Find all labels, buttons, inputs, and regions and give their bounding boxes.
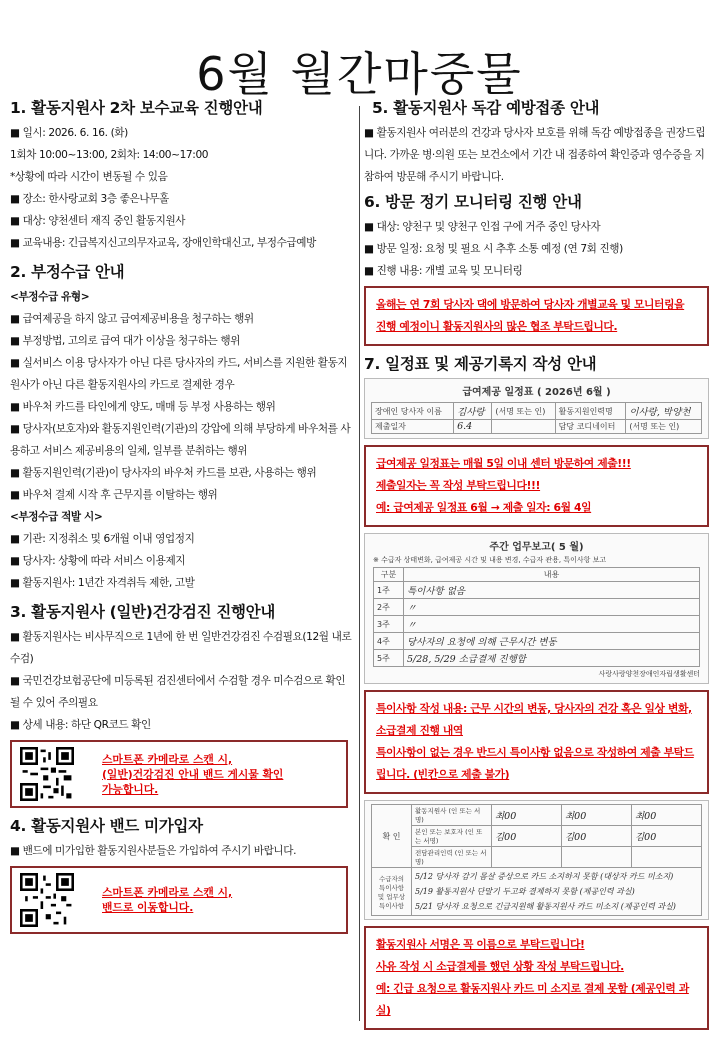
table-cell: 활동지원사 (인 또는 서명) (412, 805, 492, 826)
qr-text-line: 밴드로 이동합니다. (102, 901, 194, 914)
section-1 (10, 96, 355, 254)
table-row (372, 420, 702, 434)
qr-text-line: (일반)건강검진 안내 밴드 게시물 확인 (102, 767, 284, 781)
table-row (374, 599, 700, 616)
s6-line: ■ 방문 일정: 요청 및 필요 시 추후 소통 예정 (연 7회 진행) (364, 243, 623, 255)
notice-line: 특이사항이 없는 경우 반드시 특이사항 없음으로 작성하여 제출 부탁드립니다. (빈칸으로 제출 불가) (376, 746, 694, 781)
table-header: 내용 (404, 568, 700, 582)
qr-text-line: 스마트폰 카메라로 스캔 시, (102, 752, 233, 766)
table-cell (492, 847, 562, 868)
notice-line: 활동지원사 서명은 꼭 이름으로 부탁드립니다! (376, 938, 585, 951)
table-cell: 장애인 당사자 이름 (372, 403, 454, 420)
monitoring-notice (364, 286, 709, 346)
note-line: 5/19 활동지원사 단말기 두고와 결제하지 못함 (제공인력 과실) (415, 887, 635, 896)
section-5 (364, 96, 709, 188)
table-cell: 〃 (404, 599, 700, 616)
table-row (374, 633, 700, 650)
table-cell: 5주 (374, 650, 404, 667)
table-cell (412, 868, 702, 916)
weekly-report-table (373, 567, 700, 667)
section-4-heading: 4. 활동지원사 밴드 미가입자 (10, 817, 203, 835)
schedule-form-sample (364, 378, 709, 439)
table-row (372, 868, 702, 916)
s2-line: ■ 바우처 결제 시작 후 근무지를 이탈하는 행위 (10, 489, 218, 501)
s1-line: ■ 일시: 2026. 6. 16. (화) (10, 127, 128, 139)
section-3-heading: 3. 활동지원사 (일반)건강검진 진행안내 (10, 603, 276, 621)
schedule-form-table (371, 402, 702, 434)
table-cell: 전담관리인력 (인 또는 서명) (412, 847, 492, 868)
table-cell (561, 847, 631, 868)
notice-line: 급여제공 일정표는 매월 5일 이내 센터 방문하여 제출!!! (376, 457, 631, 470)
band-qr-box (10, 866, 348, 934)
table-cell: 6.4 (454, 420, 492, 434)
health-check-qr-box (10, 740, 348, 808)
table-row (372, 847, 702, 868)
table-row (372, 826, 702, 847)
section-6 (364, 190, 709, 346)
table-row (372, 805, 702, 826)
table-row (374, 582, 700, 599)
qr-code-icon[interactable] (20, 747, 74, 801)
s1-line: ■ 장소: 한사랑교회 3층 좋은나무홀 (10, 193, 169, 205)
s2-line: ■ 부정방법, 고의로 급여 대가 이상을 청구하는 행위 (10, 335, 241, 347)
s1-line: ■ 대상: 양천센터 재직 중인 활동지원사 (10, 215, 186, 227)
note-line: 5/21 당사자 요청으로 긴급지원해 활동지원사 카드 미소지 (제공인력 과실) (415, 902, 676, 911)
s1-line: 1회차 10:00~13:00, 2회차: 14:00~17:00 (10, 149, 209, 161)
section-4 (10, 814, 355, 934)
weekly-report-title: 주간 업무보고( 5 월) (489, 542, 584, 553)
qr-text-line: 스마트폰 카메라로 스캔 시, (102, 886, 233, 899)
table-cell: 김00 (631, 826, 701, 847)
s2-line: ■ 활동지원인력(기관)이 당사자의 바우처 카드를 보관, 사용하는 행위 (10, 467, 317, 479)
table-row (374, 616, 700, 633)
s3-line: ■ 활동지원사는 비사무직으로 1년에 한 번 일반건강검진 수검필요(12월 내로 수검) (10, 631, 352, 665)
table-cell: 이사랑, 박양천 (626, 403, 702, 420)
band-qr-text (102, 885, 232, 915)
table-cell: 3주 (374, 616, 404, 633)
weekly-report-footer: 사랑사랑양천장애인자립생활센터 (598, 670, 700, 678)
s2-line: ■ 당사자(보호자)와 활동지원인력(기관)의 강압에 의해 부당하게 바우처를 사용하고 서비스 제공비용의 일체, 일부를 분취하는 행위 (10, 423, 351, 457)
notice-line: 사유 작성 시 소급결제를 했던 상황 작성 부탁드립니다. (376, 960, 624, 973)
table-cell: 당사자의 요청에 의해 근무시간 변동 (404, 633, 700, 650)
section-1-heading: 1. 활동지원사 2차 보수교육 진행안내 (10, 99, 263, 117)
table-cell: 김사랑 (454, 403, 492, 420)
s2-line: ■ 바우처 카드를 타인에게 양도, 매매 등 부정 사용하는 행위 (10, 401, 276, 413)
section-3 (10, 600, 355, 808)
table-cell: 5/28, 5/29 소급결제 진행함 (404, 650, 700, 667)
signature-notice (364, 926, 709, 1030)
table-cell: (서명 또는 인) (626, 420, 702, 434)
table-header: 구분 (374, 568, 404, 582)
right-column (364, 96, 709, 1030)
table-cell (631, 847, 701, 868)
table-cell: 활동지원인력명 (555, 403, 626, 420)
s6-line: ■ 대상: 양천구 및 양천구 인접 구에 거주 중인 당사자 (364, 221, 601, 233)
confirmation-form-sample (364, 800, 709, 920)
table-cell: 확 인 (372, 805, 412, 868)
table-row (374, 568, 700, 582)
table-cell: (서명 또는 인) (492, 403, 555, 420)
section-2 (10, 260, 355, 594)
section-7 (364, 352, 709, 1030)
s2-line: ■ 활동지원사: 1년간 자격취득 제한, 고발 (10, 577, 195, 589)
table-cell: 〃 (404, 616, 700, 633)
s4-line: ■ 밴드에 미가입한 활동지원사분들은 가입하여 주시기 바랍니다. (10, 845, 297, 857)
table-cell: 최00 (631, 805, 701, 826)
table-cell: 특이사항 없음 (404, 582, 700, 599)
s2-subheading: <부정수급 적발 시> (10, 511, 103, 523)
table-cell: 김00 (561, 826, 631, 847)
section-7-heading: 7. 일정표 및 제공기록지 작성 안내 (364, 355, 597, 373)
table-cell (492, 420, 555, 434)
s2-subheading: <부정수급 유형> (10, 291, 90, 303)
table-cell: 1주 (374, 582, 404, 599)
table-cell: 제출일자 (372, 420, 454, 434)
notice-line: 예: 긴급 요청으로 활동지원사 카드 미 소지로 결제 못함 (제공인력 과실) (376, 982, 689, 1017)
table-row (372, 403, 702, 420)
s5-line: ■ 활동지원사 여러분의 건강과 당사자 보호를 위해 독감 예방접종을 권장드립니다. 가까운 병·의원 또는 보건소에서 기간 내 접종하여 확인증과 영수증을 지참하여 방문해 주시기 바랍니다. (364, 127, 706, 183)
schedule-form-title: 급여제공 일정표 ( 2026년 6월 ) (462, 387, 611, 398)
weekly-report-note: ※ 수급자 상태변화, 급여제공 시간 및 내용 변경, 수급자 관용, 특이사항 보고 (373, 556, 607, 564)
section-5-heading: 5. 활동지원사 독감 예방접종 안내 (372, 99, 600, 117)
special-notes-notice (364, 690, 709, 794)
s3-line: ■ 국민건강보험공단에 미등록된 검진센터에서 수검할 경우 미수검으로 확인 될 수 있어 주의필요 (10, 675, 346, 709)
s2-line: ■ 급여제공을 하지 않고 급여제공비용을 청구하는 행위 (10, 313, 254, 325)
table-cell: 최00 (492, 805, 562, 826)
section-6-heading: 6. 방문 정기 모니터링 진행 안내 (364, 193, 582, 211)
table-cell: 본인 또는 보호자 (인 또는 서명) (412, 826, 492, 847)
table-cell: 4주 (374, 633, 404, 650)
weekly-report-sample (364, 533, 709, 684)
column-divider (359, 106, 360, 1021)
s6-line: ■ 진행 내용: 개별 교육 및 모니터링 (364, 265, 523, 277)
qr-text-line: 가능합니다. (102, 782, 159, 796)
table-cell: 최00 (561, 805, 631, 826)
table-row (374, 650, 700, 667)
page-title: 6월 월간마중물 (196, 47, 523, 101)
qr-code-icon[interactable] (20, 873, 74, 927)
left-column (10, 96, 355, 940)
notice-line: 제출일자는 꼭 작성 부탁드립니다!!! (376, 479, 541, 492)
monitoring-notice-text: 올해는 연 7회 당사자 댁에 방문하여 당사자 개별교육 및 모니터링을 진행 예정이니 활동지원사의 많은 협조 부탁드립니다. (376, 298, 685, 333)
notice-line: 예: 급여제공 일정표 6월 → 제출 일자: 6월 4일 (376, 501, 592, 514)
s2-line: ■ 기관: 지정취소 및 6개월 이내 영업정지 (10, 533, 195, 545)
s3-line: ■ 상세 내용: 하단 QR코드 확인 (10, 719, 151, 731)
health-check-qr-text (102, 752, 283, 797)
table-cell: 김00 (492, 826, 562, 847)
s1-line: *상황에 따라 시간이 변동될 수 있음 (10, 171, 168, 183)
table-cell: 담당 코디네이터 (555, 420, 626, 434)
notice-line: 특이사항 작성 내용: 근무 시간의 변동, 당사자의 건강 혹은 일상 변화, 소급결제 진행 내역 (376, 702, 692, 737)
section-2-heading: 2. 부정수급 안내 (10, 263, 125, 281)
schedule-notice (364, 445, 709, 527)
s1-line: ■ 교육내용: 긴급복지신고의무자교육, 장애인학대신고, 부정수급예방 (10, 237, 316, 249)
table-cell: 수급자의 특이사항 및 업무상 특이사항 (372, 868, 412, 916)
s2-line: ■ 실서비스 이용 당사자가 아닌 다른 당사자의 카드, 서비스를 지원한 활동지원사가 아닌 다른 활동지원사의 카드로 결제한 경우 (10, 357, 348, 391)
note-line: 5/12 당사자 감기 몸살 증상으로 카드 소지하지 못함 (대상자 카드 미소지) (415, 872, 674, 881)
confirmation-table (371, 804, 702, 916)
s2-line: ■ 당사자: 상황에 따라 서비스 이용제지 (10, 555, 186, 567)
table-cell: 2주 (374, 599, 404, 616)
